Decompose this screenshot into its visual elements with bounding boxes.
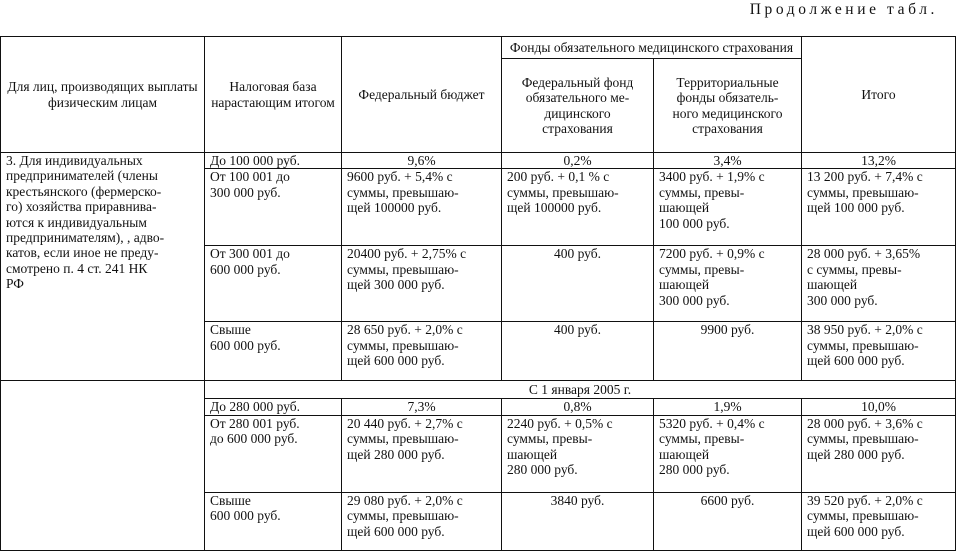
category-cell-continued — [1, 381, 205, 399]
category-cell-continued — [1, 399, 205, 550]
cell-med-territorial: 3400 руб. + 1,9% с суммы, превы- шающей 100 000 руб. — [654, 169, 802, 246]
cell-total: 13 200 руб. + 7,4% с суммы, превышаю- щей 100 000 руб. — [802, 169, 956, 246]
cell-med-territorial: 5320 руб. + 0,4% с суммы, превы- шающей 280 000 руб. — [654, 415, 802, 492]
cell-base: От 280 001 руб. до 600 000 руб. — [205, 415, 342, 492]
cell-total: 13,2% — [802, 153, 956, 169]
cell-federal: 28 650 руб. + 2,0% с суммы, превышаю- щей 600 000 руб. — [342, 322, 502, 381]
header-federal-budget: Федеральный бюджет — [342, 37, 502, 153]
cell-med-federal: 2240 руб. + 0,5% с суммы, превы- шающей 280 000 руб. — [502, 415, 654, 492]
header-med-federal: Федеральный фонд обязательного ме- дицинского страхования — [502, 59, 654, 153]
tax-rates-table — [0, 36, 956, 551]
cell-total: 10,0% — [802, 399, 956, 415]
cell-federal: 20400 руб. + 2,75% с суммы, превышаю- щей 300 000 руб. — [342, 246, 502, 322]
cell-total: 38 950 руб. + 2,0% с суммы, превышаю- щей 600 000 руб. — [802, 322, 956, 381]
cell-base: До 100 000 руб. — [205, 153, 342, 169]
section-2005-label: С 1 января 2005 г. — [205, 381, 956, 399]
header-total: Итого — [802, 37, 956, 153]
header-row — [1, 37, 956, 59]
cell-med-federal: 3840 руб. — [502, 492, 654, 550]
cell-base: Свыше 600 000 руб. — [205, 492, 342, 550]
section-row — [1, 381, 956, 399]
header-med-territorial: Территориальные фонды обязатель- ного медицинского страхования — [654, 59, 802, 153]
cell-base: От 100 001 до 300 000 руб. — [205, 169, 342, 246]
cell-base: Свыше 600 000 руб. — [205, 322, 342, 381]
header-med-funds: Фонды обязательного медицинского страхования — [502, 37, 802, 59]
cell-med-federal: 200 руб. + 0,1 % с суммы, превышаю- щей 100000 руб. — [502, 169, 654, 246]
cell-federal: 29 080 руб. + 2,0% с суммы, превышаю- щей 600 000 руб. — [342, 492, 502, 550]
cell-med-territorial: 6600 руб. — [654, 492, 802, 550]
table-row — [1, 399, 956, 415]
header-payers: Для лиц, производящих выплаты физическим лицам — [1, 37, 205, 153]
cell-med-territorial: 9900 руб. — [654, 322, 802, 381]
category-cell: 3. Для индивидуальных предпринимателей (члены крестьянского (фермерско- го) хозяйства приравнива- ются к индивидуальным предпринимателям), , адво- катов, если иное не преду- смотрено п. 4 ст. 241 НК РФ — [1, 153, 205, 381]
cell-med-federal: 0,8% — [502, 399, 654, 415]
cell-med-territorial: 1,9% — [654, 399, 802, 415]
continuation-label: Продолжение табл. — [749, 1, 938, 18]
table-row — [1, 153, 956, 169]
header-tax-base: Налоговая база нарастающим итогом — [205, 37, 342, 153]
cell-base: От 300 001 до 600 000 руб. — [205, 246, 342, 322]
cell-federal: 20 440 руб. + 2,7% с суммы, превышаю- щей 280 000 руб. — [342, 415, 502, 492]
cell-med-federal: 400 руб. — [502, 322, 654, 381]
cell-total: 39 520 руб. + 2,0% с суммы, превышаю- щей 600 000 руб. — [802, 492, 956, 550]
cell-total: 28 000 руб. + 3,65% с суммы, превы- шающей 300 000 руб. — [802, 246, 956, 322]
cell-base: До 280 000 руб. — [205, 399, 342, 415]
cell-med-territorial: 7200 руб. + 0,9% с суммы, превы- шающей 300 000 руб. — [654, 246, 802, 322]
cell-total: 28 000 руб. + 3,6% с суммы, превышаю- щей 280 000 руб. — [802, 415, 956, 492]
cell-federal: 9,6% — [342, 153, 502, 169]
cell-med-federal: 400 руб. — [502, 246, 654, 322]
cell-federal: 9600 руб. + 5,4% с суммы, превышаю- щей 100000 руб. — [342, 169, 502, 246]
cell-med-federal: 0,2% — [502, 153, 654, 169]
cell-federal: 7,3% — [342, 399, 502, 415]
cell-med-territorial: 3,4% — [654, 153, 802, 169]
